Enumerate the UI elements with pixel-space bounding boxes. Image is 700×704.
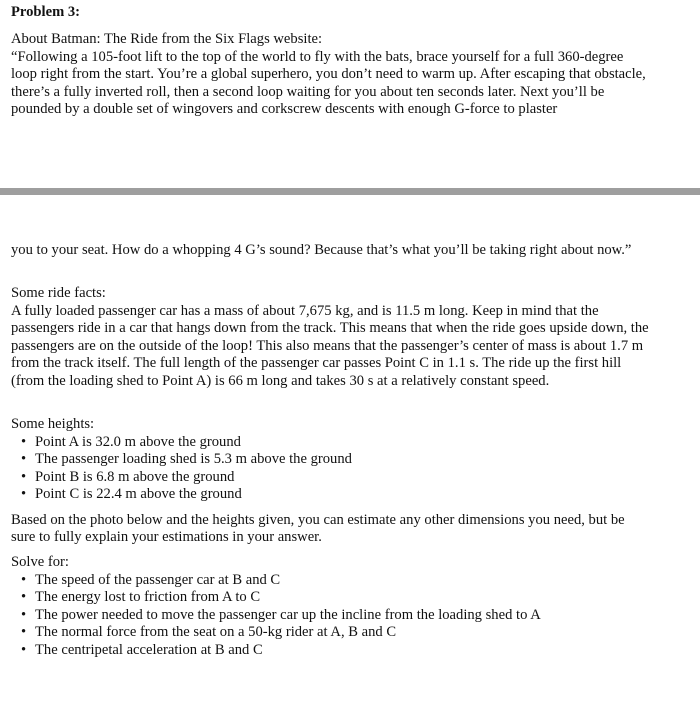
bullet-icon: •	[21, 589, 27, 606]
list-item: • Point B is 6.8 m above the ground	[21, 468, 235, 485]
bullet-icon: •	[21, 571, 27, 588]
solve-for-list	[11, 572, 661, 660]
heights-list	[11, 434, 661, 504]
bullet-icon: •	[21, 486, 27, 503]
page-break-bar	[0, 188, 700, 195]
heights-heading: Some heights:	[11, 416, 95, 432]
list-item: • The energy lost to friction from A to C	[21, 589, 261, 606]
ride-quote-part-1: “Following a 105-foot lift to the top of the world to fly with the bats, brace yourself for a full 360-degree loop right from the start. You’re a global superhero, you don’t need to warm up. After escaping that obstacle, there’s a fully inverted roll, then a second loop waiting for you about ten seconds later. Next you’ll be pounded by a double set of wingovers and corkscrew descents with enough G-force to plaster	[11, 48, 646, 118]
list-item: • Point A is 32.0 m above the ground	[21, 433, 241, 450]
bullet-icon: •	[21, 606, 27, 623]
document-page-top	[0, 0, 700, 187]
ride-facts-heading: Some ride facts:	[11, 285, 106, 301]
list-item: • The normal force from the seat on a 50-kg rider at A, B and C	[21, 624, 397, 641]
bullet-icon: •	[21, 451, 27, 468]
list-item: • Point C is 22.4 m above the ground	[21, 486, 242, 503]
list-item: • The speed of the passenger car at B and C	[21, 571, 281, 588]
list-item: • The passenger loading shed is 5.3 m above the ground	[21, 451, 352, 468]
ride-quote-part-2: you to your seat. How do a whopping 4 G’s sound? Because that’s what you’ll be taking right about now.”	[11, 241, 632, 258]
page-break	[0, 187, 700, 198]
problem-title: Problem 3:	[11, 4, 81, 20]
list-item: • The power needed to move the passenger car up the incline from the loading shed to A	[21, 606, 541, 623]
document-page-bottom	[0, 198, 700, 704]
estimation-note: Based on the photo below and the heights given, you can estimate any other dimensions you need, but be sure to fully explain your estimations in your answer.	[11, 511, 625, 546]
bullet-icon: •	[21, 641, 27, 658]
bullet-icon: •	[21, 624, 27, 641]
bullet-icon: •	[21, 468, 27, 485]
list-item: • The centripetal acceleration at B and C	[21, 641, 263, 658]
solve-for-heading: Solve for:	[11, 554, 69, 570]
bullet-icon: •	[21, 433, 27, 450]
intro-heading: About Batman: The Ride from the Six Flags website:	[11, 31, 323, 47]
ride-facts-body: A fully loaded passenger car has a mass of about 7,675 kg, and is 11.5 m long. Keep in mind that the passengers ride in a car that hangs down from the track. This means that when the ride goes upside down, the passengers are on the outside of the loop! This also means that the passenger’s center of mass is about 1.7 m from the track itself. The full length of the passenger car passes Point C in 1.1 s. The ride up the first hill (from the loading shed to Point A) is 66 m long and takes 30 s at a relatively constant speed.	[11, 302, 649, 389]
